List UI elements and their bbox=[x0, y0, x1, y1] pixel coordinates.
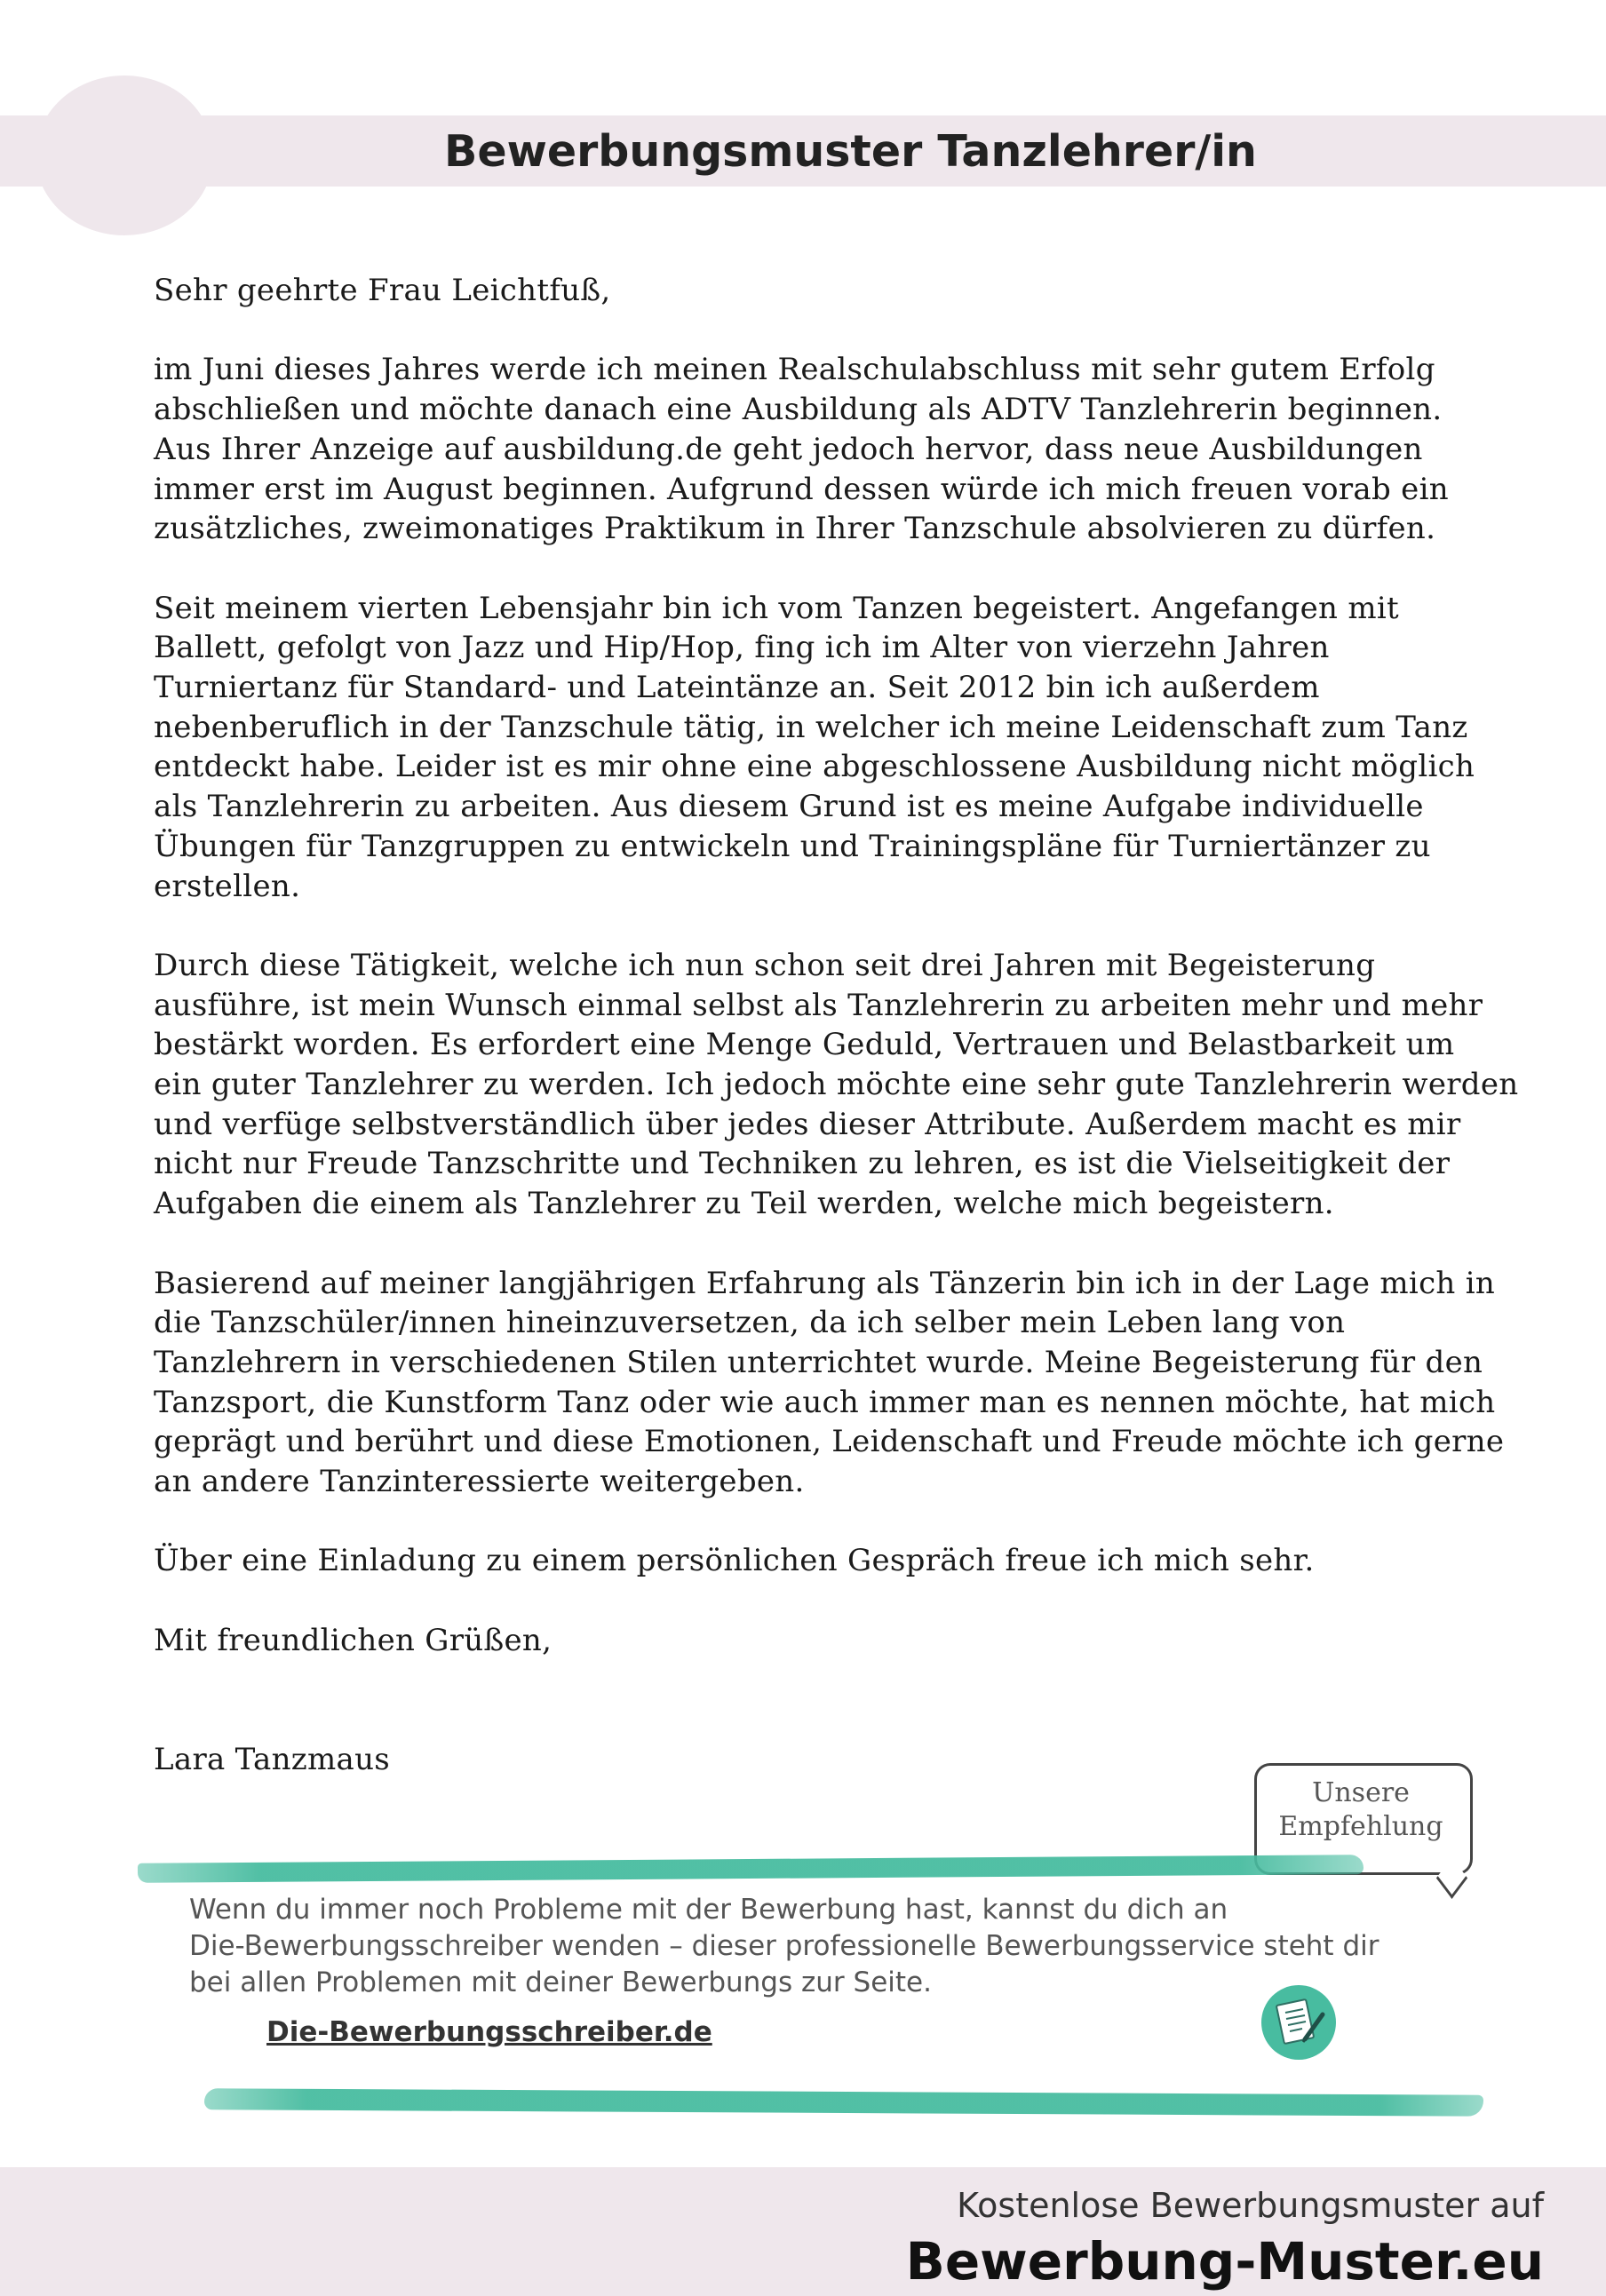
paragraph-line: bestärkt worden. Es erfordert eine Menge Geduld, Vertrauen und Belastbarkeit um bbox=[154, 1027, 1455, 1063]
paragraph-line: Über eine Einladung zu einem persönlichen Gespräch freue ich mich sehr. bbox=[154, 1543, 1315, 1579]
paragraph-line: Übungen für Tanzgruppen zu entwickeln und Trainingspläne für Turniertänzer zu bbox=[154, 828, 1431, 864]
letter-paragraph bbox=[154, 589, 1475, 907]
paragraph-line: abschließen und möchte danach eine Ausbildung als ADTV Tanzlehrerin beginnen. bbox=[154, 392, 1443, 428]
letter-salutation: Sehr geehrte Frau Leichtfuß, bbox=[154, 273, 611, 308]
letter-signature: Lara Tanzmaus bbox=[154, 1741, 391, 1777]
letter-paragraph bbox=[154, 350, 1468, 549]
paragraph-line: Tanzsport, die Kunstform Tanz oder wie auch immer man es nennen möchte, hat mich bbox=[154, 1384, 1496, 1420]
recommendation-line: Die-Bewerbungsschreiber wenden – dieser professionelle Bewerbungsservice steht dir bbox=[189, 1930, 1379, 1962]
paragraph-line: Tanzlehrern in verschiedenen Stilen unterrichtet wurde. Meine Begeisterung für den bbox=[154, 1344, 1483, 1380]
paragraph-line: und verfüge selbstverständlich über jedes dieser Attribute. Außerdem macht es mir bbox=[154, 1106, 1461, 1142]
paragraph-line: Aus Ihrer Anzeige auf ausbildung.de geht jedoch hervor, dass neue Ausbildungen bbox=[154, 431, 1423, 467]
letter-body bbox=[154, 271, 1519, 1779]
letter-paragraph bbox=[154, 946, 1519, 1224]
page-title: Bewerbungsmuster Tanzlehrer/in bbox=[444, 126, 1257, 177]
paragraph-line: entdeckt habe. Leider ist es mir ohne eine abgeschlossene Ausbildung nicht möglich bbox=[154, 749, 1475, 785]
paragraph-line: an andere Tanzinteressierte weitergeben. bbox=[154, 1464, 805, 1500]
letter-paragraph bbox=[154, 1541, 1468, 1581]
bewerbungsschreiber-link[interactable]: Die-Bewerbungsschreiber.de bbox=[266, 2016, 712, 2048]
footer-tagline: Kostenlose Bewerbungsmuster auf bbox=[957, 2186, 1544, 2225]
paragraph-line: Aufgaben die einem als Tanzlehrer zu Teil werden, welche mich begeistern. bbox=[154, 1186, 1334, 1222]
brush-stroke-top bbox=[138, 1855, 1364, 1883]
letter-closing: Mit freundlichen Grüßen, bbox=[154, 1622, 553, 1658]
paragraph-line: erstellen. bbox=[154, 868, 301, 904]
recommendation-bubble-text bbox=[1254, 1776, 1467, 1844]
paragraph-line: nebenberuflich in der Tanzschule tätig, in welcher ich meine Leidenschaft zum Tanz bbox=[154, 709, 1468, 745]
bubble-line-1: Unsere bbox=[1312, 1777, 1410, 1808]
paragraph-line: als Tanzlehrerin zu arbeiten. Aus diesem Grund ist es meine Aufgabe individuelle bbox=[154, 789, 1424, 825]
paragraph-line: Basierend auf meiner langjährigen Erfahrung als Tänzerin bin ich in der Lage mich in bbox=[154, 1265, 1496, 1301]
paragraph-line: die Tanzschüler/innen hineinzuversetzen, da ich selber mein Leben lang von bbox=[154, 1305, 1346, 1341]
document-pen-icon bbox=[1259, 1982, 1339, 2062]
paragraph-line: ein guter Tanzlehrer zu werden. Ich jedoch möchte eine sehr gute Tanzlehrerin werden bbox=[154, 1067, 1519, 1103]
paragraph-line: Ballett, gefolgt von Jazz und Hip/Hop, fing ich im Alter von vierzehn Jahren bbox=[154, 630, 1330, 666]
paragraph-line: im Juni dieses Jahres werde ich meinen Realschulabschluss mit sehr gutem Erfolg bbox=[154, 352, 1435, 388]
paragraph-line: Turniertanz für Standard- und Lateintänze an. Seit 2012 bin ich außerdem bbox=[154, 670, 1320, 705]
recommendation-line: Wenn du immer noch Probleme mit der Bewerbung hast, kannst du dich an bbox=[189, 1894, 1228, 1926]
paragraph-line: zusätzliches, zweimonatiges Praktikum in Ihrer Tanzschule absolvieren zu dürfen. bbox=[154, 511, 1436, 547]
recommendation-line: bei allen Problemen mit deiner Bewerbungs zur Seite. bbox=[189, 1966, 932, 1998]
footer-site-name[interactable]: Bewerbung-Muster.eu bbox=[905, 2231, 1544, 2292]
brush-stroke-bottom bbox=[204, 2088, 1483, 2117]
paragraph-line: nicht nur Freude Tanzschritte und Techniken zu lehren, es ist die Vielseitigkeit der bbox=[154, 1146, 1451, 1182]
paragraph-line: Seit meinem vierten Lebensjahr bin ich vom Tanzen begeistert. Angefangen mit bbox=[154, 590, 1400, 626]
bubble-line-2: Empfehlung bbox=[1278, 1811, 1443, 1842]
letter-paragraph bbox=[154, 1264, 1505, 1502]
paragraph-line: immer erst im August beginnen. Aufgrund dessen würde ich mich freuen vorab ein bbox=[154, 471, 1449, 507]
paragraph-line: Durch diese Tätigkeit, welche ich nun schon seit drei Jahren mit Begeisterung bbox=[154, 947, 1376, 983]
paragraph-line: geprägt und berührt und diese Emotionen, Leidenschaft und Freude möchte ich gerne bbox=[154, 1424, 1505, 1460]
paragraph-line: ausführe, ist mein Wunsch einmal selbst als Tanzlehrerin zu arbeiten mehr und mehr bbox=[154, 987, 1483, 1023]
